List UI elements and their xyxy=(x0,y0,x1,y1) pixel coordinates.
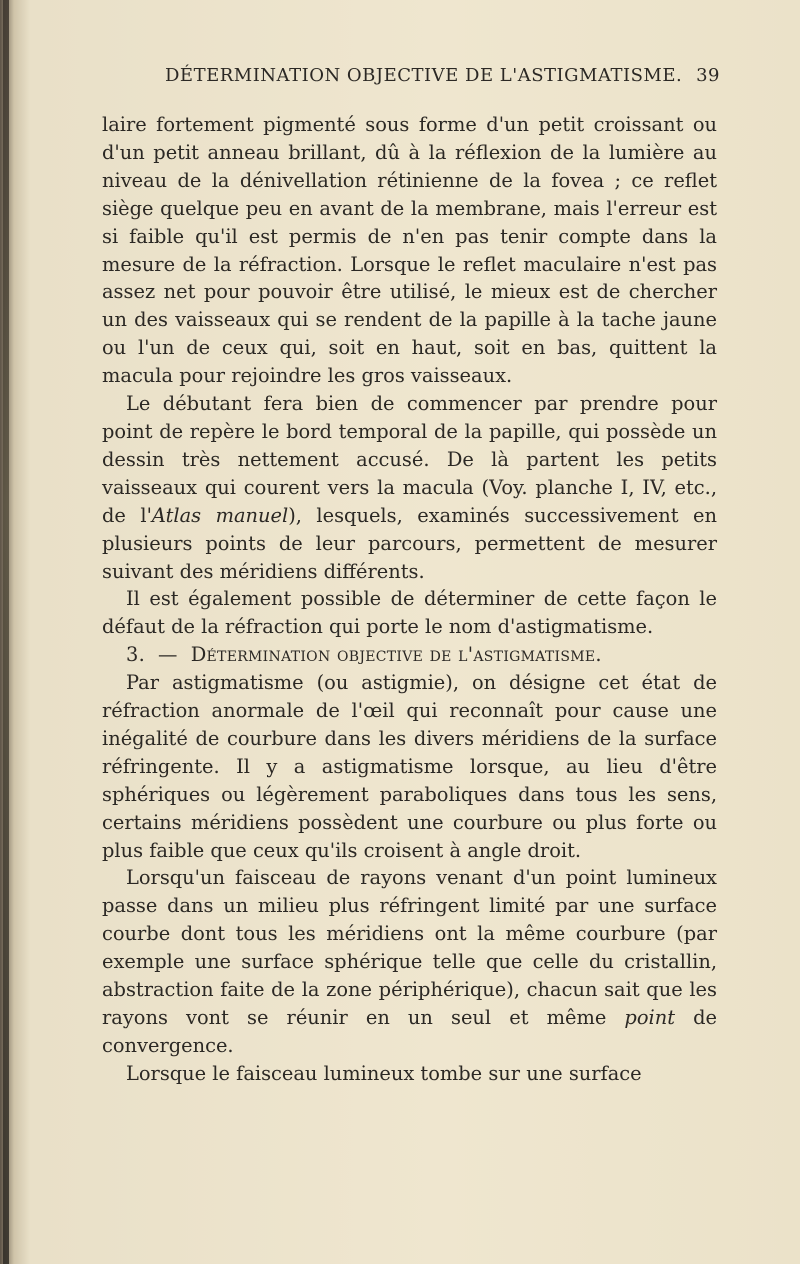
text-body xyxy=(102,111,717,1088)
paragraph-text: de convergence. xyxy=(102,1006,717,1057)
section-title: Détermination objective de l'astigmatisme. xyxy=(190,643,602,667)
paragraph-faisceau xyxy=(102,864,717,1059)
paragraph-definition: Par astigmatisme (ou astigmie), on désigne cet état de réfraction anormale de l'œil qui reconnaît pour cause une inégalité de courbure dans les divers méridiens de la surface réfringente. Il y a astigmatisme lorsque, au lieu d'être sphériques ou légèrement paraboliques dans tous les sens, certains méridiens possèdent une courbure ou plus forte ou plus faible que ceux qu'ils croisent à angle droit. xyxy=(102,671,717,862)
book-title-italic: Atlas manuel xyxy=(151,503,289,527)
paragraph-final-line: Lorsque le faisceau lumineux tombe sur une surface xyxy=(126,1061,642,1085)
section-dash: — xyxy=(158,643,178,667)
paragraph-text: Lorsqu'un faisceau de rayons venant d'un point lumineux passe dans un milieu plus réfringent limité par une surface courbe dont tous les méridiens ont la même courbure (par exemple une surface sphérique telle que celle du cristallin, abstraction faite de la zone périphérique), chacun sait que les rayons vont se réunir en un seul et même xyxy=(102,866,717,1029)
emphasis-italic: point xyxy=(624,1006,675,1029)
paragraph-debutant xyxy=(102,390,717,585)
running-header xyxy=(165,65,720,95)
running-title: DÉTERMINATION OBJECTIVE DE L'ASTIGMATISME. xyxy=(165,65,683,86)
paragraph-continuation: laire fortement pigmenté sous forme d'un petit croissant ou d'un petit anneau brillant, dû à la réflexion de la lumière au niveau de la dénivellation rétinienne de la fovea ; ce reflet siège quelque peu en avant de la membrane, mais l'erreur est si faible qu'il est permis de n'en pas tenir compte dans la mesure de la réfraction. Lorsque le reflet maculaire n'est pas assez net pour pouvoir être utilisé, le mieux est de chercher un des vaisseaux qui se rendent de la papille à la tache jaune ou l'un de ceux qui, soit en haut, soit en bas, quittent la macula pour rejoindre les gros vaisseaux. xyxy=(102,113,717,388)
binding-gutter xyxy=(3,0,9,1264)
paragraph-text: Le débutant fera bien de commencer par prendre pour point de repère le bord temporal de la papille, qui possède un dessin très nettement accusé. De là partent les petits vaisseaux qui courent vers la macula (Voy. planche I, IV, etc., de l' xyxy=(102,392,717,527)
paragraph-astigmatisme-intro: Il est également possible de déterminer de cette façon le défaut de la réfraction qui porte le nom d'astigmatisme. xyxy=(102,587,717,639)
paragraph-text: ), lesquels, examinés successivement en plusieurs points de leur parcours, permettent de mesurer suivant des méridiens différents. xyxy=(102,503,717,583)
page-number: 39 xyxy=(696,65,720,86)
section-heading xyxy=(102,641,717,669)
section-number: 3. xyxy=(126,643,146,667)
